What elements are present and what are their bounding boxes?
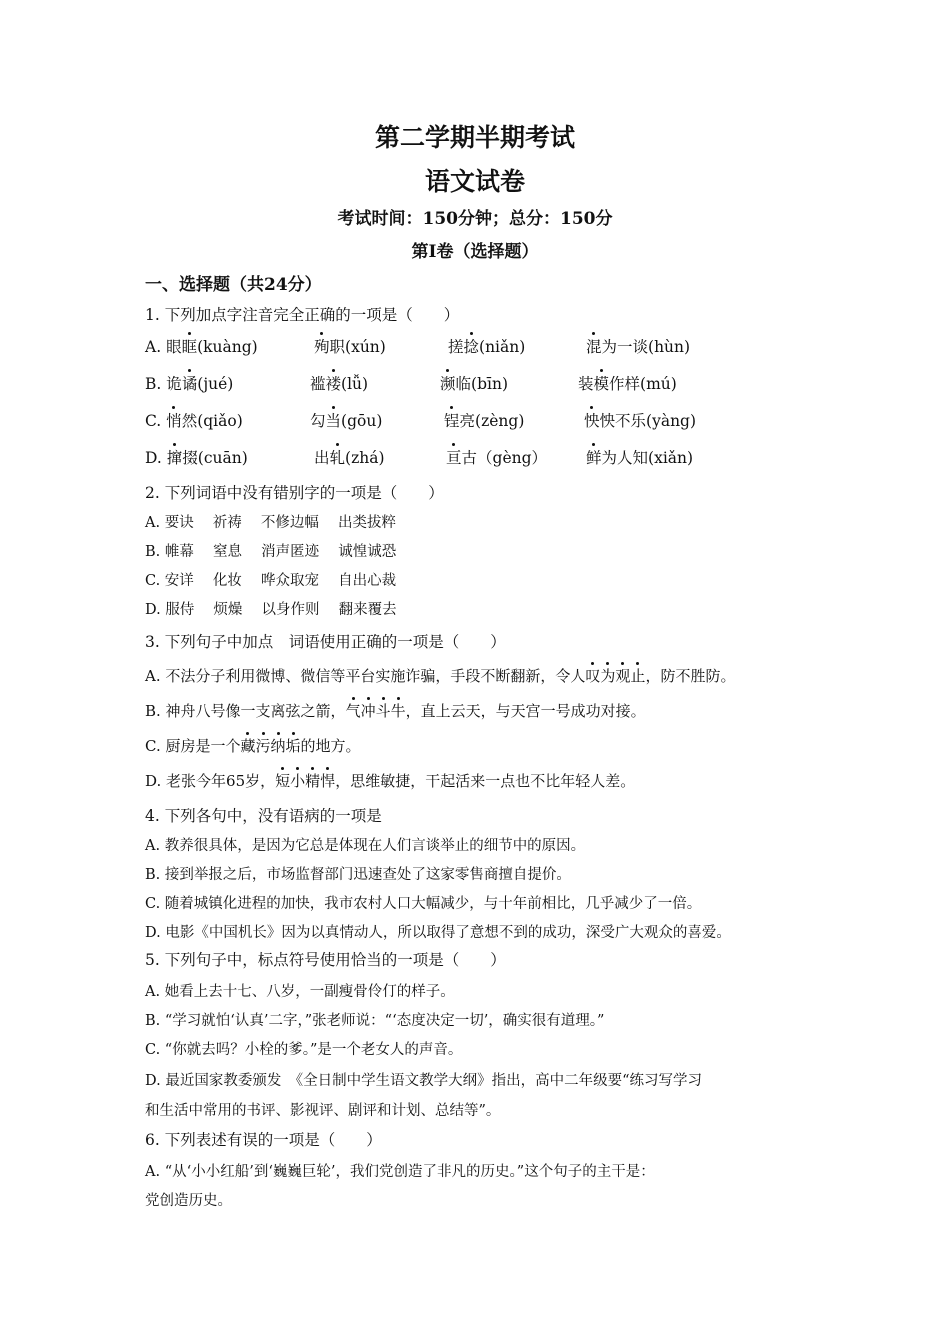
- q2-stem: 2. 下列词语中没有错别字的一项是（ ）: [145, 484, 444, 502]
- q1-option-b-item-4: [578, 372, 677, 394]
- pinyin: (cuān): [197, 449, 248, 467]
- q1-option-c-item-3: [444, 409, 524, 431]
- item-post: 职: [329, 338, 346, 356]
- option-text: B. 神舟八号像一支离弦之箭，: [145, 702, 346, 720]
- q6-stem: 6. 下列表述有误的一项是（ ）: [145, 1131, 382, 1149]
- exam-subtitle: 语文试卷: [424, 167, 525, 196]
- option-text-end: 的地方。: [300, 737, 361, 755]
- q1-option-b: [145, 372, 233, 394]
- item-post: 为一谈: [601, 338, 649, 356]
- q5-option-b: B. “学习就怕‘认真’二字，”张老师说：“‘态度决定一切’，确实很有道理。”: [145, 1013, 605, 1029]
- dotted-char: 轧: [330, 446, 346, 468]
- q1-option-c: [145, 409, 243, 431]
- dotted-char: 观: [615, 667, 631, 685]
- pinyin: (zhá): [345, 449, 385, 467]
- dotted-phrase: [346, 702, 406, 720]
- dotted-char: 悄: [166, 409, 182, 431]
- q3-option-d: [145, 770, 635, 791]
- q1-option-b-item-2: [310, 372, 368, 394]
- q3-option-b: [145, 700, 646, 721]
- q4-option-c: C. 随着城镇化进程的加快，我市农村人口大幅减少，与十年前相比，几乎减少了一倍。: [145, 896, 702, 912]
- dotted-char: 牛: [390, 702, 406, 720]
- q4-option-d: D. 电影《中国机长》因为以真情动人，所以取得了意想不到的成功，深受广大观众的喜爱。: [145, 925, 731, 941]
- dotted-char: 亘: [446, 446, 462, 468]
- item-post: 亮: [459, 412, 476, 430]
- option-text: C. 厨房是一个: [145, 737, 241, 755]
- q5-option-d-cont: 和生活中常用的书评、影视评、剧评和计划、总结等”。: [145, 1103, 501, 1119]
- dotted-phrase: [275, 772, 335, 790]
- item-pre: 出: [314, 449, 330, 467]
- option-text: A. 不法分子利用微博、微信等平台实施诈骗，手段不断翻新，令人: [145, 667, 586, 685]
- option-text-end: ，思维敏捷，干起活来一点也不比年轻人差。: [335, 772, 636, 790]
- q4-option-a: A. 教养很具体，是因为它总是体现在人们言谈举止的细节中的原因。: [145, 838, 586, 854]
- q3-stem: 3. 下列句子中加点 词语使用正确的一项是（ ）: [145, 633, 506, 651]
- item-post: 掇: [182, 449, 198, 467]
- q2-option-c: C. 安详 化妆 哗众取宠 自出心裁: [145, 573, 397, 589]
- q5-stem: 5. 下列句子中，标点符号使用恰当的一项是（ ）: [145, 951, 506, 969]
- q4-option-b: B. 接到举报之后，市场监督部门迅速查处了这家零售商擅自提价。: [145, 867, 571, 883]
- pinyin: （gèng）: [477, 449, 548, 467]
- exam-info: 考试时间：150分钟；总分：150分: [337, 209, 613, 229]
- dotted-char: 短: [275, 772, 291, 790]
- pinyin: (zèng): [475, 412, 525, 430]
- dotted-phrase: [240, 737, 300, 755]
- pinyin: (niǎn): [479, 338, 526, 356]
- q5-option-d: D. 最近国家教委颁发 《全日制中学生语文教学大纲》指出，高中二年级要“练习写学习: [145, 1073, 702, 1089]
- option-text: D. 老张今年65岁，: [145, 772, 276, 790]
- option-label: A.: [145, 338, 167, 356]
- dotted-char: 斗: [375, 702, 391, 720]
- pinyin: (qiǎo): [197, 412, 243, 430]
- q3-option-a: [145, 665, 735, 686]
- q6-option-a: A. “从‘小小红船’到‘巍巍巨轮’，我们党创造了非凡的历史。”这个句子的主干是：: [145, 1164, 655, 1180]
- option-text-end: ，防不胜防。: [645, 667, 736, 685]
- q1-stem: 1. 下列加点字注音完全正确的一项是（ ）: [145, 306, 460, 324]
- q5-option-c: C. “你就去吗？小栓的爹。”是一个老女人的声音。: [145, 1042, 463, 1058]
- dotted-char: 褛: [326, 372, 342, 394]
- dotted-phrase: [585, 667, 645, 685]
- dotted-char: 悍: [320, 772, 336, 790]
- q6-option-a-cont: 党创造历史。: [145, 1193, 232, 1209]
- q1-option-d-item-2: [314, 446, 385, 468]
- q1-option-a-item-2: [314, 335, 386, 357]
- q1-option-a: [145, 335, 258, 357]
- dotted-char: 谲: [182, 372, 198, 394]
- dotted-char: 精: [305, 772, 321, 790]
- q2-option-d: D. 服侍 烦燥 以身作则 翻来覆去: [145, 602, 397, 618]
- pinyin: (lǚ): [341, 375, 369, 393]
- dotted-char: 为: [600, 667, 616, 685]
- dotted-char: 捻: [464, 335, 480, 357]
- pinyin: (hùn): [648, 338, 691, 356]
- option-text-end: ，直上云天，与天宫一号成功对接。: [405, 702, 646, 720]
- dotted-char: 撺: [167, 446, 183, 468]
- dotted-char: 当: [326, 409, 342, 431]
- q1-option-d: [145, 446, 248, 468]
- item-post: 为人知: [601, 449, 649, 467]
- dotted-char: 叹: [585, 667, 601, 685]
- exam-title: 第二学期半期考试: [374, 123, 575, 152]
- q1-option-c-item-2: [310, 409, 382, 431]
- item-post: 然: [181, 412, 198, 430]
- pinyin: (kuàng): [197, 338, 258, 356]
- item-pre: 眼: [166, 338, 182, 356]
- item-post: 作样: [609, 375, 641, 393]
- q1-option-b-item-3: [440, 372, 508, 394]
- dotted-char: 止: [630, 667, 646, 685]
- item-pre: 诡: [166, 375, 182, 393]
- q1-option-d-item-4: [586, 446, 693, 468]
- dotted-char: 混: [586, 335, 602, 357]
- option-label: C.: [145, 412, 167, 430]
- pinyin: (gōu): [341, 412, 383, 430]
- dotted-char: 冲: [360, 702, 376, 720]
- q2-option-b: B. 帷幕 窒息 消声匿迹 诚惶诚恐: [145, 544, 397, 560]
- item-post: 古: [461, 449, 478, 467]
- q1-option-a-item-4: [586, 335, 690, 357]
- pinyin: (jué): [197, 375, 234, 393]
- dotted-char: 藏: [240, 737, 256, 755]
- pinyin: (mú): [640, 375, 677, 393]
- q4-stem: 4. 下列各句中，没有语病的一项是: [145, 807, 382, 825]
- pinyin: (yàng): [646, 412, 697, 430]
- q1-option-d-item-3: [446, 446, 547, 468]
- item-pre: 搓: [448, 338, 464, 356]
- dotted-char: 气: [345, 702, 361, 720]
- dotted-char: 模: [594, 372, 610, 394]
- q5-option-a: A. 她看上去十七、八岁，一副瘦骨伶仃的样子。: [145, 984, 455, 1000]
- dotted-char: 殉: [314, 335, 330, 357]
- dotted-char: 濒: [440, 372, 456, 394]
- item-pre: 装: [578, 375, 594, 393]
- q3-option-c: [145, 735, 361, 756]
- item-post: 怏不乐: [599, 412, 647, 430]
- dotted-char: 锃: [444, 409, 460, 431]
- pinyin: (bīn): [471, 375, 508, 393]
- q2-option-a: A. 要诀 祈祷 不修边幅 出类拔粹: [145, 515, 397, 531]
- dotted-char: 鲜: [586, 446, 602, 468]
- volume-heading: 第Ⅰ卷（选择题）: [411, 242, 539, 262]
- item-pre: 勾: [310, 412, 326, 430]
- item-post: 临: [455, 375, 472, 393]
- q1-option-a-item-3: [448, 335, 525, 357]
- dotted-char: 污: [255, 737, 271, 755]
- dotted-char: 纳: [270, 737, 286, 755]
- pinyin: (xún): [345, 338, 386, 356]
- dotted-char: 怏: [584, 409, 600, 431]
- dotted-char: 小: [290, 772, 306, 790]
- section-heading: 一、选择题（共24分）: [145, 275, 322, 295]
- pinyin: (xiǎn): [648, 449, 694, 467]
- option-label: D.: [145, 449, 167, 467]
- dotted-char: 垢: [285, 737, 301, 755]
- q1-option-c-item-4: [584, 409, 696, 431]
- option-label: B.: [145, 375, 167, 393]
- item-pre: 褴: [310, 375, 326, 393]
- dotted-char: 眶: [182, 335, 198, 357]
